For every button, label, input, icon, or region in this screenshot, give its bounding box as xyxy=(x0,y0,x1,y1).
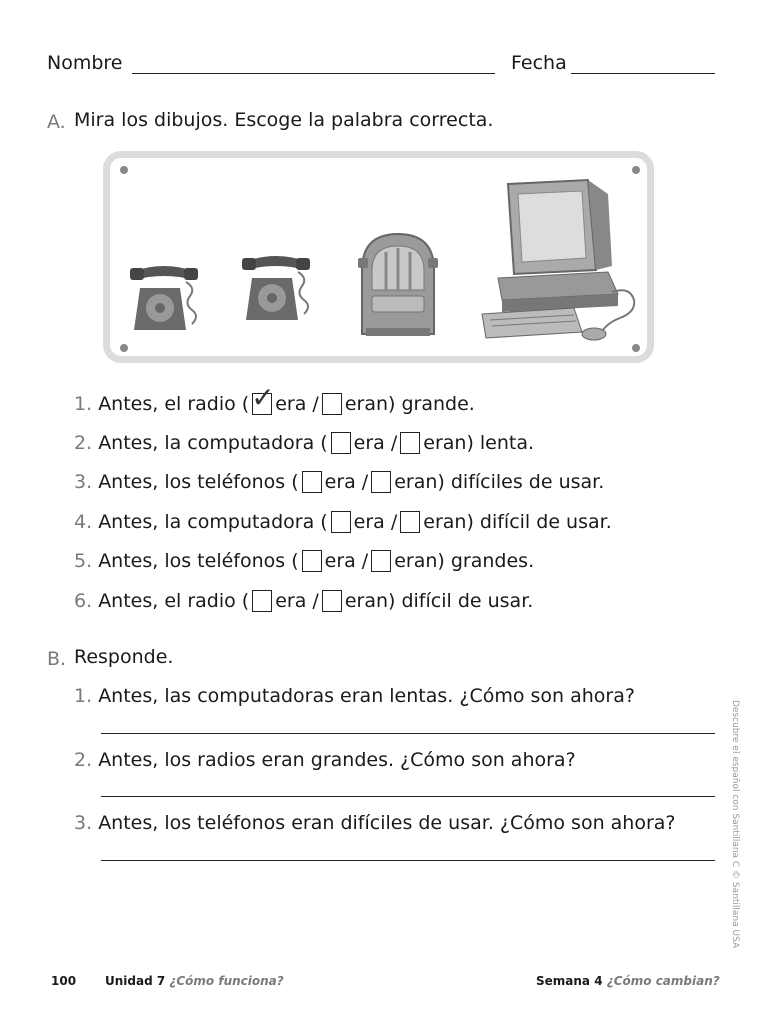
answer-line-3[interactable] xyxy=(101,860,715,861)
unit-info: Unidad 7 ¿Cómo funciona? xyxy=(105,974,284,988)
section-b-instruction: Responde. xyxy=(74,646,174,668)
old-computer-icon xyxy=(478,174,644,344)
eran-checkbox[interactable] xyxy=(322,590,342,612)
screw-icon xyxy=(632,166,640,174)
picture-panel xyxy=(103,151,654,363)
era-checkbox[interactable] xyxy=(302,471,322,493)
vintage-radio-icon xyxy=(356,230,440,340)
eran-checkbox[interactable] xyxy=(400,511,420,533)
eran-checkbox[interactable] xyxy=(371,550,391,572)
name-line[interactable] xyxy=(132,73,495,74)
answer-line-2[interactable] xyxy=(101,796,715,797)
section-a-letter: A. xyxy=(47,111,66,133)
a-item-1: 1. Antes, el radio ( ✓ era / eran) grande. xyxy=(74,381,475,415)
b-item-1: 1. Antes, las computadoras eran lentas. ¿Cómo son ahora? xyxy=(74,685,635,707)
page-number: 100 xyxy=(51,974,77,988)
era-checkbox[interactable] xyxy=(331,511,351,533)
b-item-2: 2. Antes, los radios eran grandes. ¿Cómo son ahora? xyxy=(74,749,576,771)
b-item-3: 3. Antes, los teléfonos eran difíciles de usar. ¿Cómo son ahora? xyxy=(74,812,676,834)
section-b-letter: B. xyxy=(47,648,67,670)
a-item-3: 3. Antes, los teléfonos ( era / eran) difíciles de usar. xyxy=(74,471,605,493)
name-label: Nombre xyxy=(47,52,123,74)
eran-checkbox[interactable] xyxy=(322,393,342,415)
week-info: Semana 4 ¿Cómo cambian? xyxy=(536,974,720,988)
section-a-instruction: Mira los dibujos. Escoge la palabra correcta. xyxy=(74,109,494,131)
screw-icon xyxy=(632,344,640,352)
screw-icon xyxy=(120,344,128,352)
screw-icon xyxy=(120,166,128,174)
era-checkbox[interactable] xyxy=(331,432,351,454)
era-checkbox[interactable] xyxy=(252,590,272,612)
rotary-telephone-icon xyxy=(124,258,204,338)
a-item-5: 5. Antes, los teléfonos ( era / eran) grandes. xyxy=(74,550,535,572)
copyright-note: Descubre el español con Santillana C © Santillana USA xyxy=(730,700,740,949)
answer-line-1[interactable] xyxy=(101,733,715,734)
a-item-6: 6. Antes, el radio ( era / eran) difícil de usar. xyxy=(74,590,534,612)
era-checkbox[interactable] xyxy=(302,550,322,572)
era-checkbox[interactable] xyxy=(251,381,275,415)
checkmark-icon: ✓ xyxy=(251,381,275,414)
date-line[interactable] xyxy=(571,73,715,74)
a-item-2: 2. Antes, la computadora ( era / eran) lenta. xyxy=(74,432,535,454)
eran-checkbox[interactable] xyxy=(371,471,391,493)
a-item-4: 4. Antes, la computadora ( era / eran) difícil de usar. xyxy=(74,511,612,533)
rotary-telephone-icon xyxy=(236,248,316,332)
eran-checkbox[interactable] xyxy=(400,432,420,454)
date-label: Fecha xyxy=(511,52,567,74)
